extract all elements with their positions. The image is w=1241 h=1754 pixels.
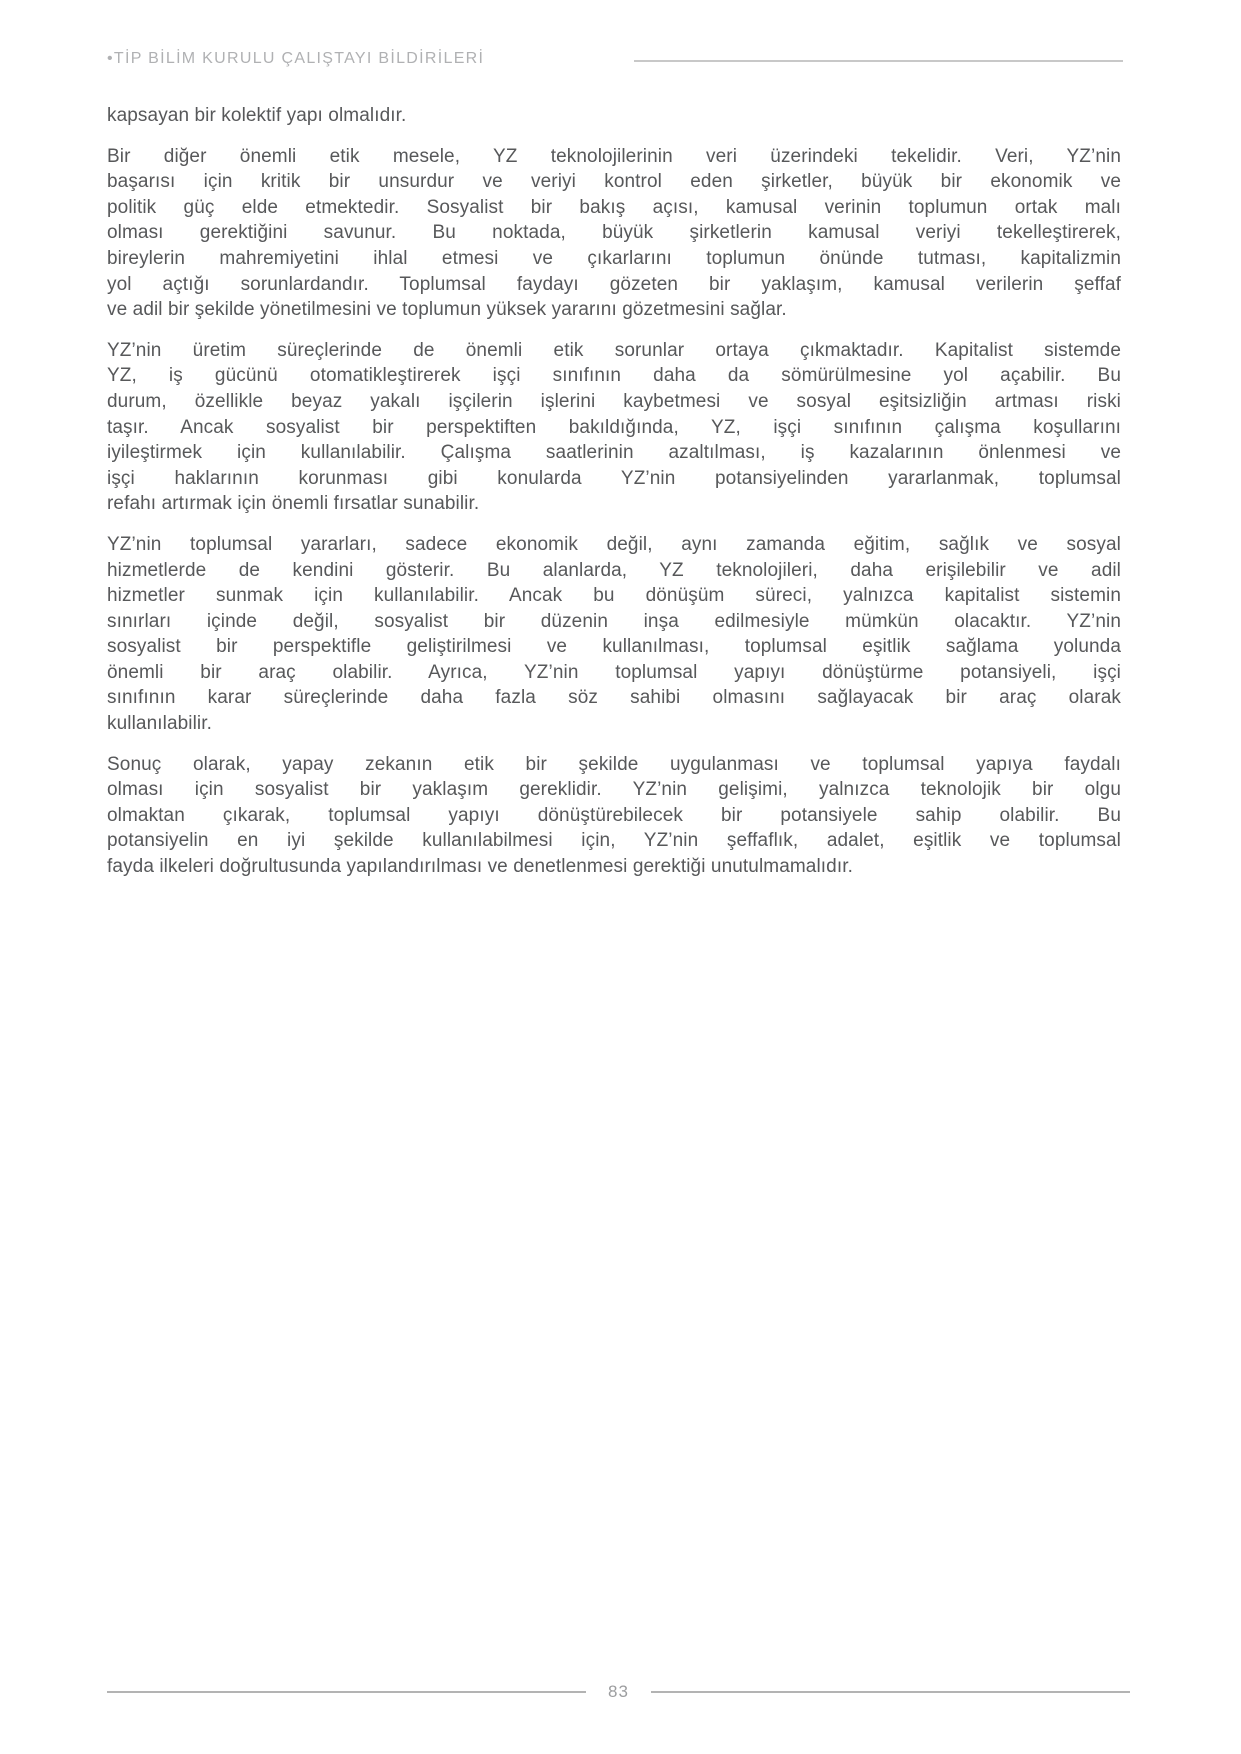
paragraph-line: kapsayan bir kolektif yapı olmalıdır.: [107, 105, 407, 126]
paragraph-line: YZ, iş gücünü otomatikleştirerek işçi sınıfının daha da sömürülmesine yol açabilir. Bu: [107, 365, 1121, 387]
paragraph-line: önemli bir araç olabilir. Ayrıca, YZ’nin toplumsal yapıyı dönüştürme potansiyeli, işçi: [107, 661, 1121, 683]
paragraph-line: potansiyelin en iyi şekilde kullanılabilmesi için, YZ’nin şeffaflık, adalet, eşitlik ve toplumsal: [107, 830, 1121, 852]
paragraph: [107, 103, 1121, 129]
paragraph-line: yol açtığı sorunlardandır. Toplumsal faydayı gözeten bir yaklaşım, kamusal verilerin şeffaf: [107, 273, 1121, 295]
paragraph: [107, 752, 1121, 880]
paragraph-line: refahı artırmak için önemli fırsatlar sunabilir.: [107, 493, 480, 515]
paragraph-line: sınırları içinde değil, sosyalist bir düzenin inşa edilmesiyle mümkün olacaktır. YZ’nin: [107, 610, 1121, 632]
paragraph-line: kullanılabilir.: [107, 713, 212, 735]
paragraph-line: hizmetlerde de kendini gösterir. Bu alanlarda, YZ teknolojileri, daha erişilebilir ve adil: [107, 559, 1121, 581]
paragraph-line: olmaktan çıkarak, toplumsal yapıyı dönüştürebilecek bir potansiyele sahip olabilir. Bu: [107, 804, 1121, 826]
paragraph-line: fayda ilkeleri doğrultusunda yapılandırılması ve denetlenmesi gerektiği unutulmamalıdır.: [107, 856, 853, 878]
paragraph-line: işçi haklarının korunması gibi konularda YZ’nin potansiyelinden yararlanmak, toplumsal: [107, 467, 1121, 489]
paragraph: [107, 532, 1121, 737]
running-header-title: •TİP BİLİM KURULU ÇALIŞTAYI BİLDİRİLERİ: [107, 50, 485, 67]
paragraph-line: ve adil bir şekilde yönetilmesini ve toplumun yüksek yararını gözetmesini sağlar.: [107, 299, 787, 321]
paragraph-line: YZ’nin üretim süreçlerinde de önemli etik sorunlar ortaya çıkmaktadır. Kapitalist sistemde: [107, 339, 1121, 361]
body-text: [107, 103, 1121, 895]
page-number: 83: [608, 1682, 629, 1701]
paragraph: [107, 144, 1121, 323]
paragraph-line: olması için sosyalist bir yaklaşım gereklidir. YZ’nin gelişimi, yalnızca teknolojik bir olgu: [107, 779, 1121, 801]
page-footer: [107, 1682, 1130, 1702]
paragraph-line: olması gerektiğini savunur. Bu noktada, büyük şirketlerin kamusal veriyi tekelleştirerek,: [107, 222, 1121, 244]
paragraph-line: Bir diğer önemli etik mesele, YZ teknolojilerinin veri üzerindeki tekelidir. Veri, YZ’nin: [107, 145, 1121, 167]
paragraph-line: taşır. Ancak sosyalist bir perspektiften bakıldığında, YZ, işçi sınıfının çalışma koşullarını: [107, 416, 1121, 438]
page-header: [107, 50, 1123, 68]
paragraph-line: iyileştirmek için kullanılabilir. Çalışma saatlerinin azaltılması, iş kazalarının önlenmesi ve: [107, 442, 1121, 464]
paragraph-line: YZ’nin toplumsal yararları, sadece ekonomik değil, aynı zamanda eğitim, sağlık ve sosyal: [107, 533, 1121, 555]
paragraph-line: sınıfının karar süreçlerinde daha fazla söz sahibi olmasını sağlayacak bir araç olarak: [107, 687, 1121, 709]
paragraph-line: politik güç elde etmektedir. Sosyalist bir bakış açısı, kamusal verinin toplumun ortak malı: [107, 196, 1121, 218]
paragraph-line: Sonuç olarak, yapay zekanın etik bir şekilde uygulanması ve toplumsal yapıya faydalı: [107, 753, 1121, 775]
paragraph-line: durum, özellikle beyaz yakalı işçilerin işlerini kaybetmesi ve sosyal eşitsizliğin artması riski: [107, 390, 1121, 412]
paragraph-line: sosyalist bir perspektifle geliştirilmesi ve kullanılması, toplumsal eşitlik sağlama yolunda: [107, 636, 1121, 658]
paragraph: [107, 338, 1121, 517]
header-divider: [634, 60, 1123, 62]
footer-divider-left: [107, 1691, 586, 1693]
footer-divider-right: [651, 1691, 1130, 1693]
paragraph-line: bireylerin mahremiyetini ihlal etmesi ve çıkarlarını toplumun önünde tutması, kapitalizmin: [107, 247, 1121, 269]
paragraph-line: hizmetler sunmak için kullanılabilir. Ancak bu dönüşüm süreci, yalnızca kapitalist sistemin: [107, 585, 1121, 607]
paragraph-line: başarısı için kritik bir unsurdur ve veriyi kontrol eden şirketler, büyük bir ekonomik ve: [107, 171, 1121, 193]
